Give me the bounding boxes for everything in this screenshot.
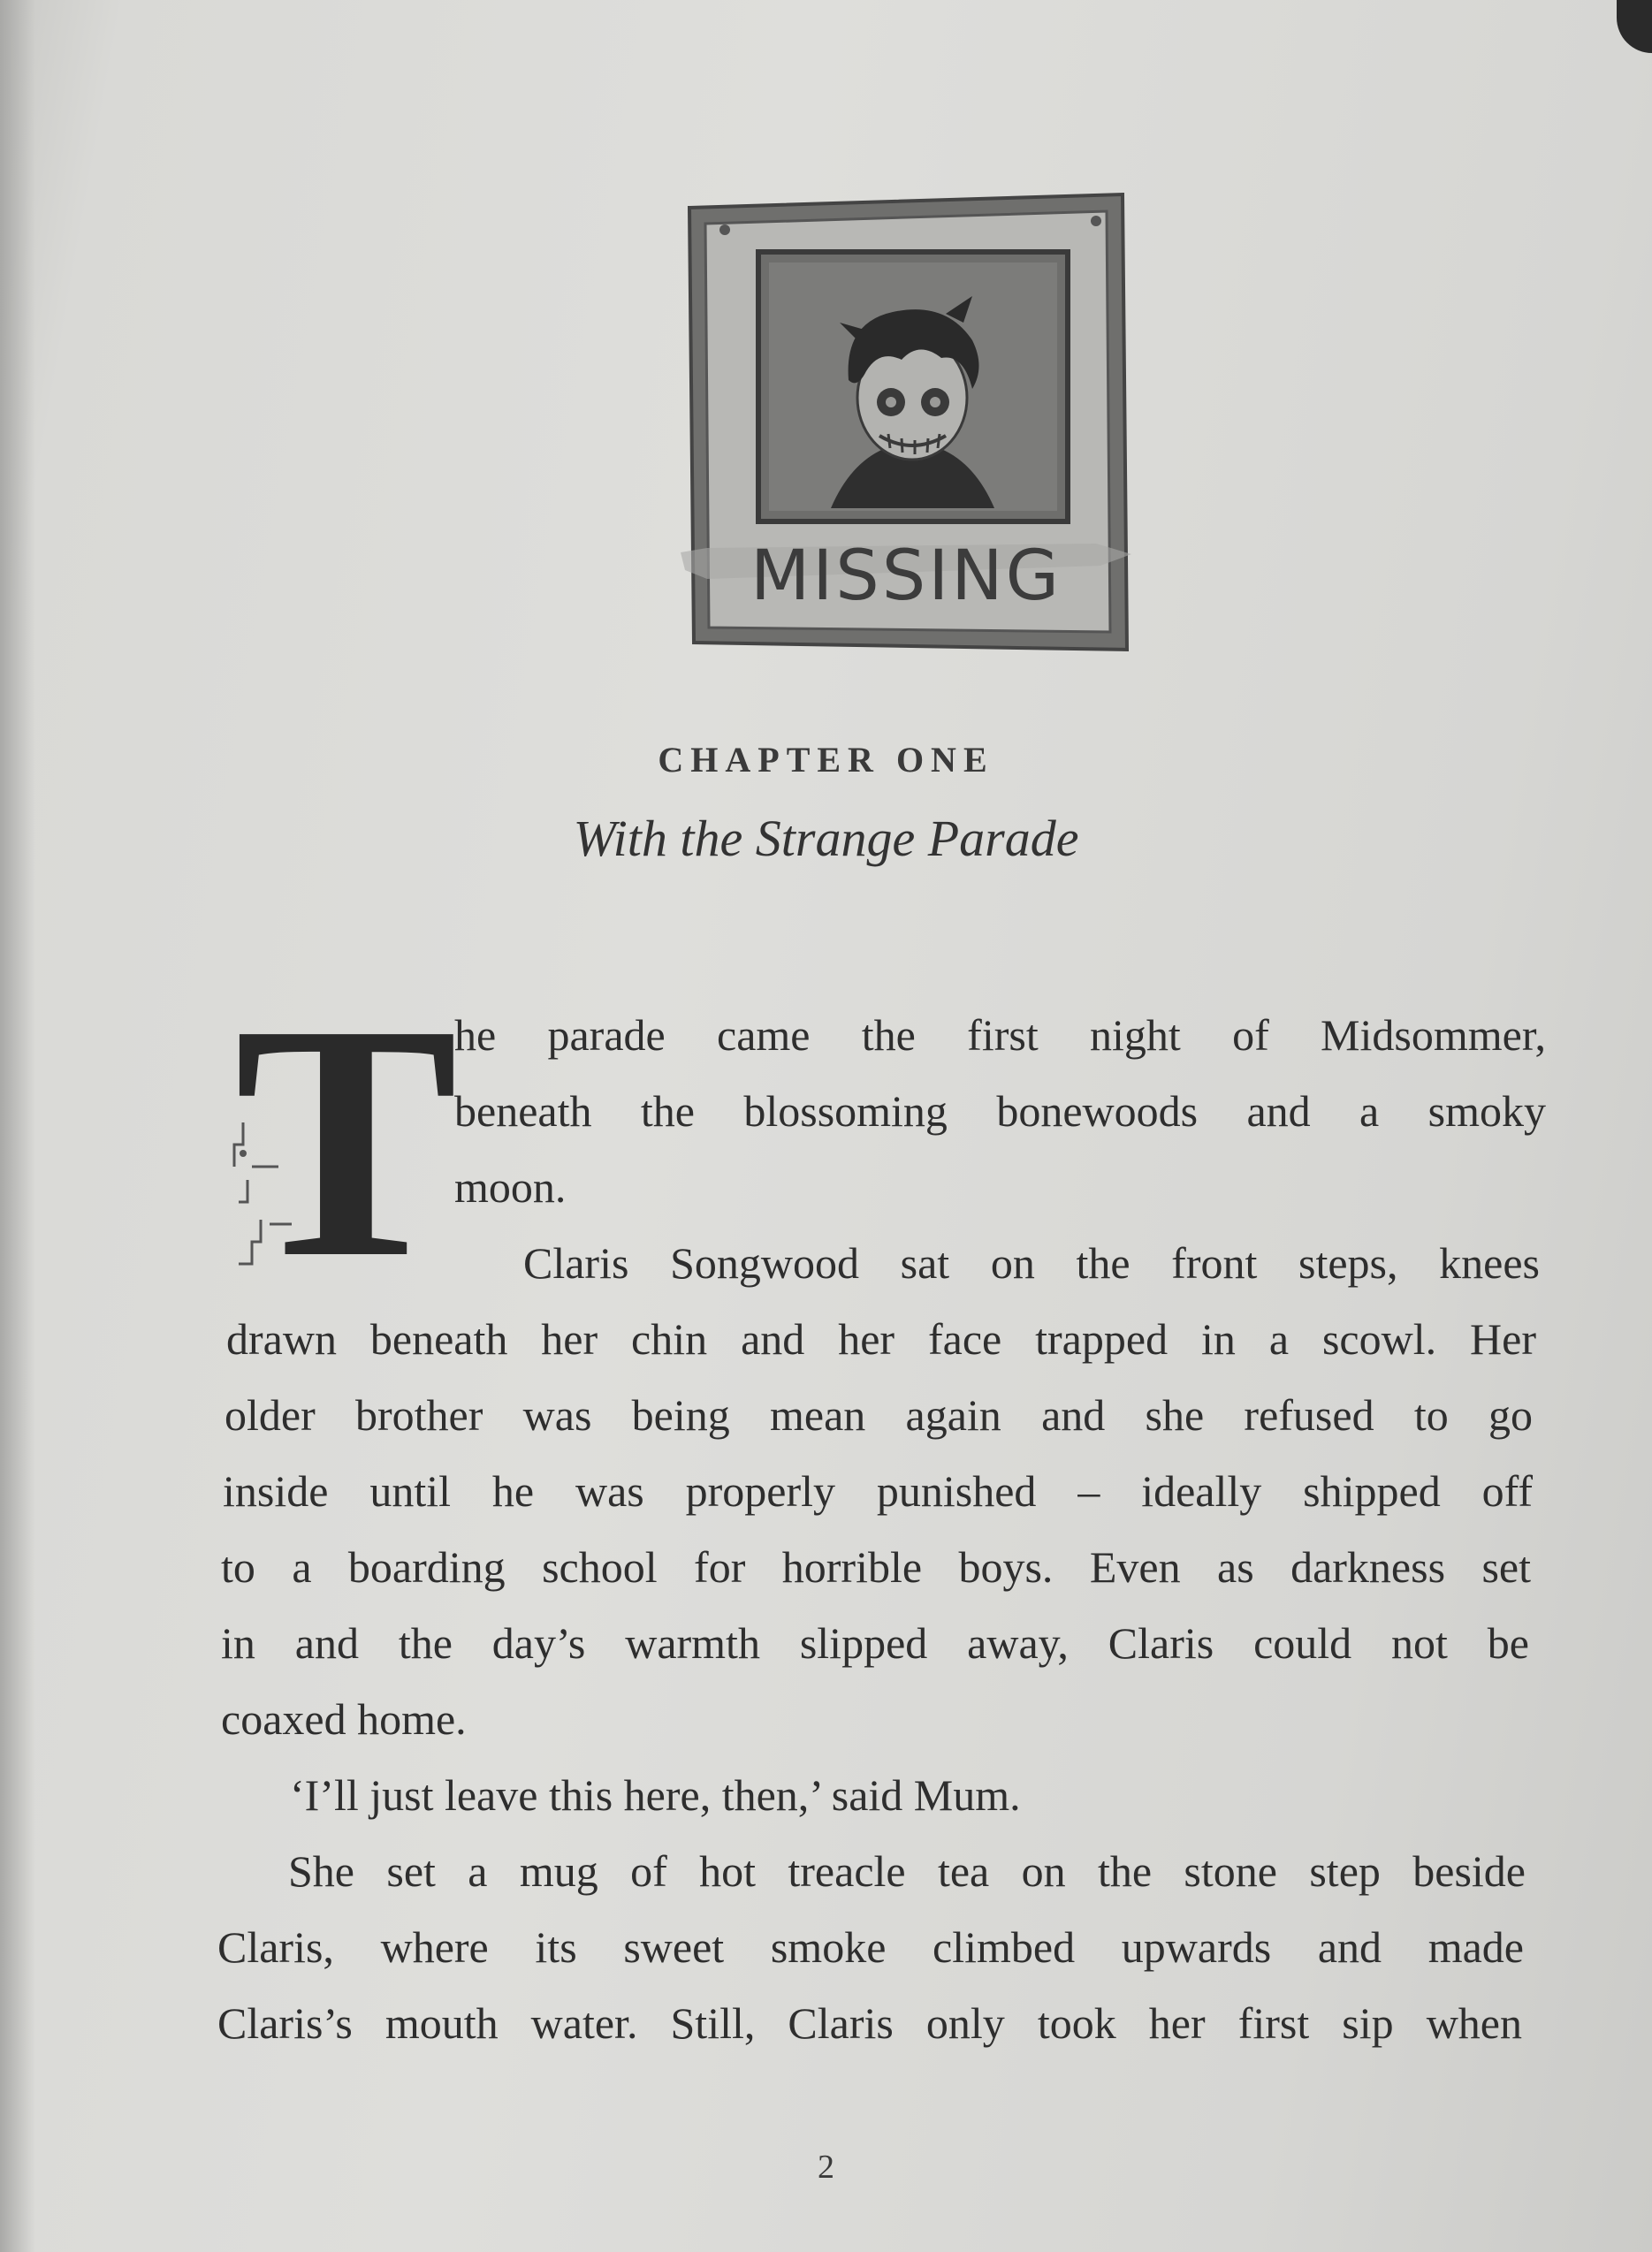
text-line: ‘I’ll just leave this here, then,’ said Mum. [290,1770,1021,1820]
drop-cap [217,955,459,1328]
text-line: inside until he was properly punished – ideally shipped off [223,1466,1533,1516]
text-line: older brother was being mean again and she refused to go [225,1390,1533,1440]
chapter-label: CHAPTER ONE [658,740,994,780]
drop-cap-letter: T [234,955,459,1328]
page-number: 2 [818,2149,834,2186]
text-line: he parade came the first night of Midsommer, [454,1010,1546,1060]
text-line: Claris’s mouth water. Still, Claris only took her first sip when [217,1998,1522,2048]
text-line: moon. [454,1162,567,1212]
missing-label: MISSING [750,536,1062,616]
page-edge-shadow [0,0,35,2252]
text-line: She set a mug of hot treacle tea on the stone step beside [288,1846,1526,1896]
text-line: Claris, where its sweet smoke climbed upwards and made [217,1922,1524,1972]
text-line: in and the day’s warmth slipped away, Claris could not be [221,1618,1529,1668]
chapter-title: With the Strange Parade [573,810,1079,867]
text-line: Claris Songwood sat on the front steps, knees [523,1238,1540,1288]
text-line: coaxed home. [221,1694,467,1744]
page-corner-background [1617,0,1652,53]
text-line: to a boarding school for horrible boys. Even as darkness set [221,1542,1531,1592]
text-line: beneath the blossoming bonewoods and a smoky [454,1086,1546,1136]
missing-poster-illustration [681,190,1131,654]
text-line: drawn beneath her chin and her face trapped in a scowl. Her [226,1314,1536,1364]
